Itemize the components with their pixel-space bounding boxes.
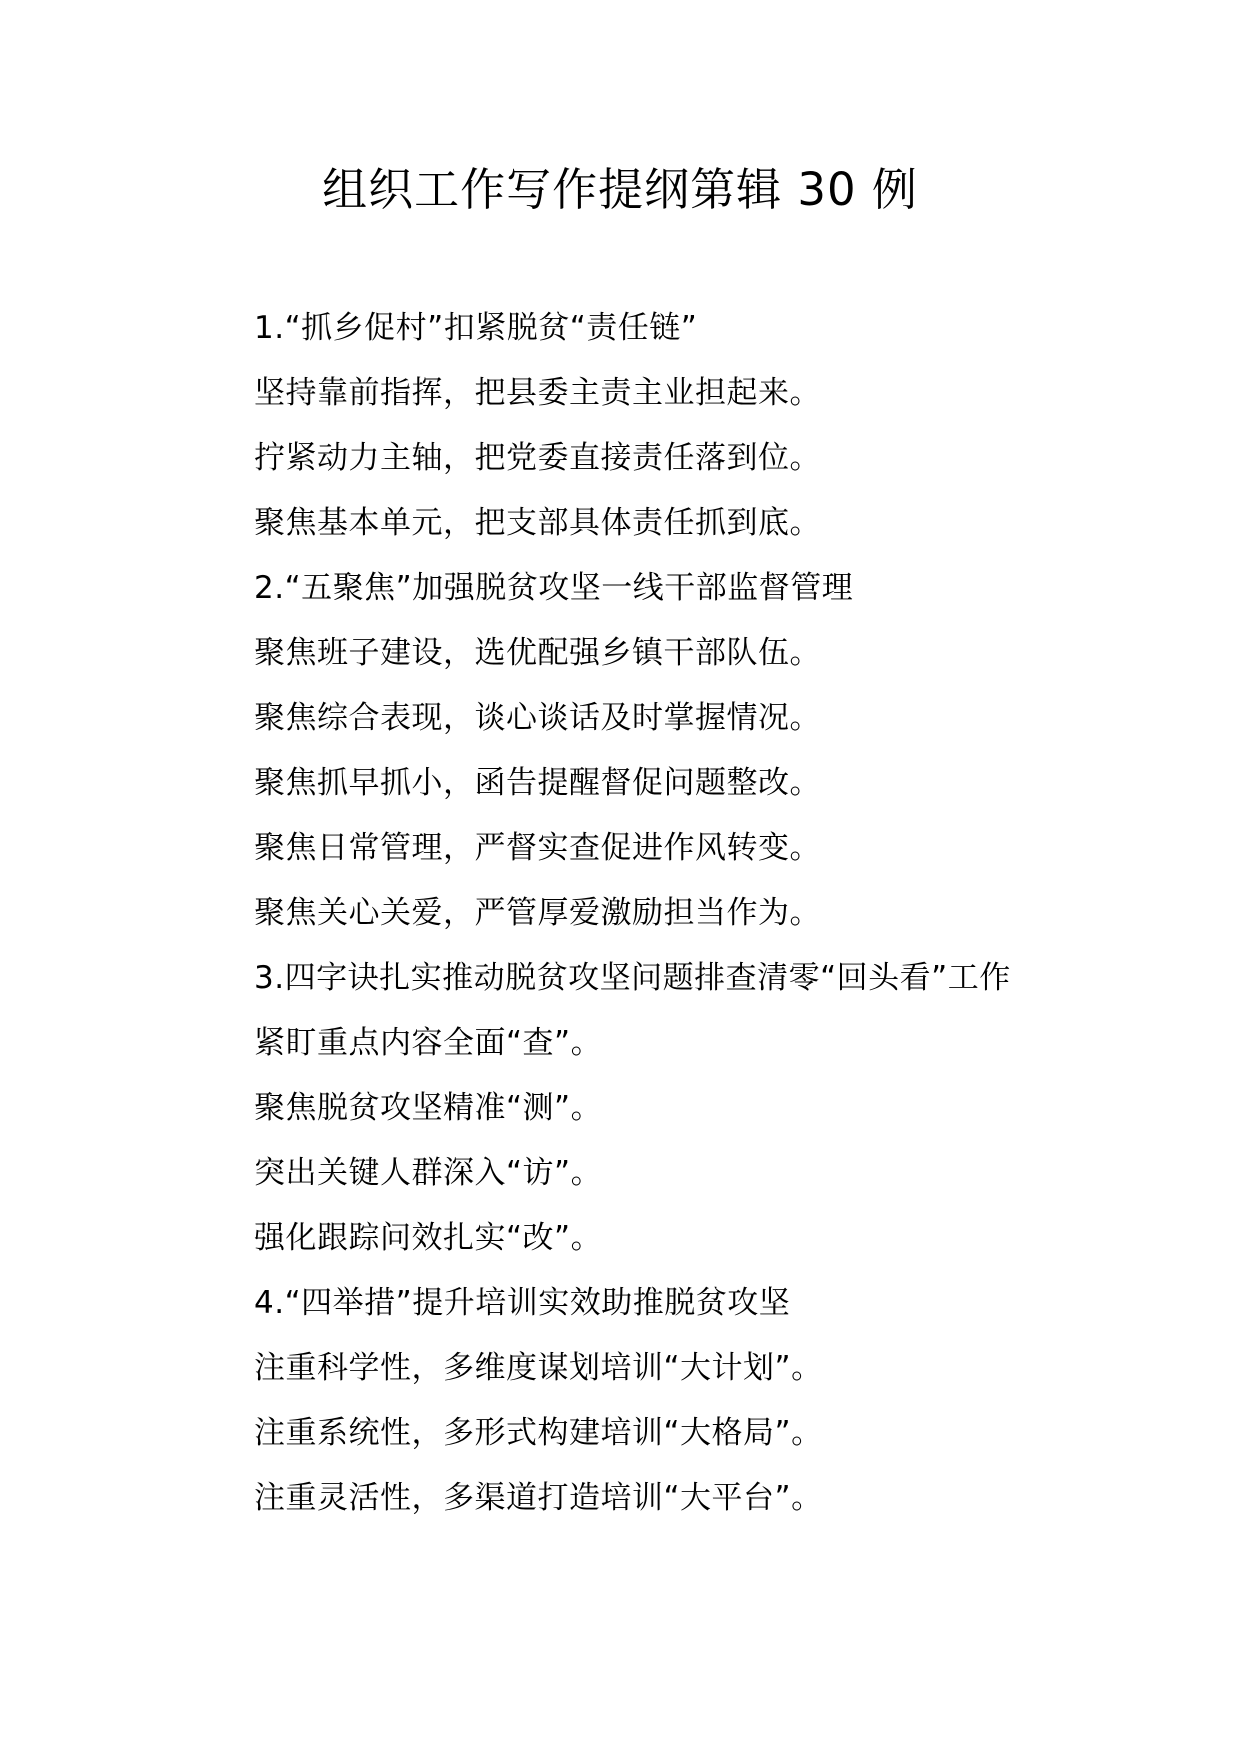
paragraph: 聚焦班子建设，选优配强乡镇干部队伍。 — [254, 635, 821, 671]
paragraph: 坚持靠前指挥，把县委主责主业担起来。 — [254, 375, 821, 411]
paragraph: 紧盯重点内容全面“查”。 — [254, 1025, 603, 1061]
heading-3: 3.四字诀扎实推动脱贫攻坚问题排查清零“回头看”工作 — [254, 960, 1011, 996]
paragraph: 注重灵活性，多渠道打造培训“大平台”。 — [254, 1480, 823, 1516]
paragraph: 注重系统性，多形式构建培训“大格局”。 — [254, 1415, 823, 1451]
document-title: 组织工作写作提纲第辑 30 例 — [322, 163, 918, 216]
heading-4: 4.“四举措”提升培训实效助推脱贫攻坚 — [254, 1285, 791, 1321]
paragraph: 强化跟踪问效扎实“改”。 — [254, 1220, 603, 1256]
paragraph: 突出关键人群深入“访”。 — [254, 1155, 603, 1191]
paragraph: 聚焦基本单元，把支部具体责任抓到底。 — [254, 505, 821, 541]
paragraph: 注重科学性，多维度谋划培训“大计划”。 — [254, 1350, 823, 1386]
paragraph: 聚焦日常管理，严督实查促进作风转变。 — [254, 830, 821, 866]
paragraph: 拧紧动力主轴，把党委直接责任落到位。 — [254, 440, 821, 476]
document-body — [190, 296, 1060, 1531]
heading-2: 2.“五聚焦”加强脱贫攻坚一线干部监督管理 — [254, 570, 854, 606]
paragraph: 聚焦抓早抓小，函告提醒督促问题整改。 — [254, 765, 821, 801]
paragraph: 聚焦关心关爱，严管厚爱激励担当作为。 — [254, 895, 821, 931]
heading-1: 1.“抓乡促村”扣紧脱贫“责任链” — [254, 310, 698, 346]
paragraph: 聚焦脱贫攻坚精准“测”。 — [254, 1090, 603, 1126]
paragraph: 聚焦综合表现，谈心谈话及时掌握情况。 — [254, 700, 821, 736]
